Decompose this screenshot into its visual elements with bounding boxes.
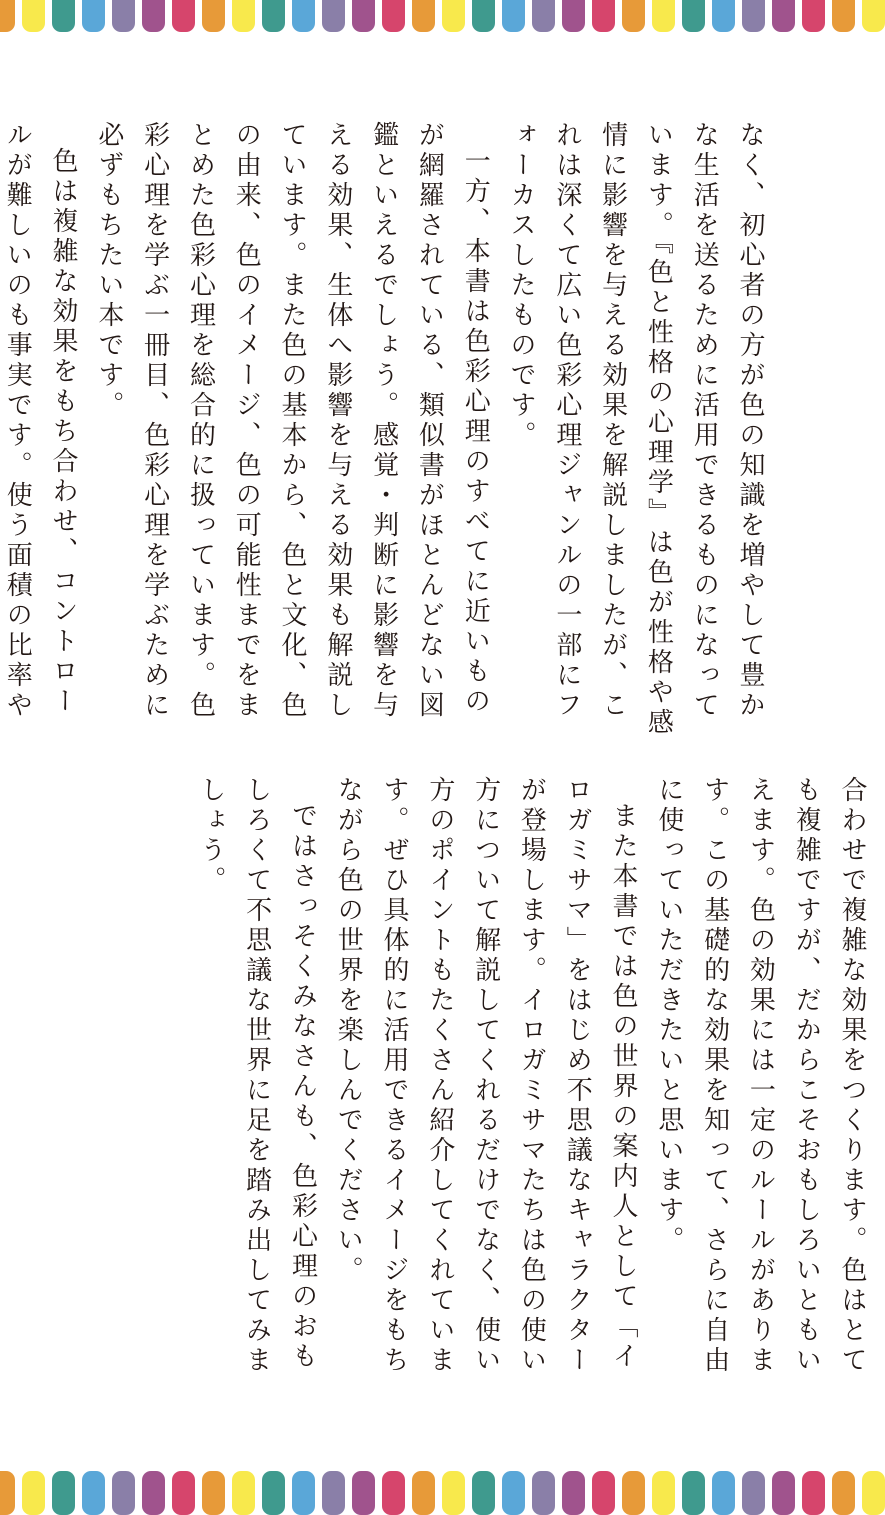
stripe-segment: [682, 1471, 705, 1515]
stripe-segment: [802, 1471, 825, 1515]
stripe-segment: [232, 0, 255, 32]
stripe-segment: [112, 1471, 135, 1515]
stripe-segment: [772, 0, 795, 32]
stripe-segment: [22, 1471, 45, 1515]
stripe-segment: [172, 0, 195, 32]
paragraph: ではさっそくみなさんも、色彩心理のおもしろくて不思議な世界に足を踏み出してみましょう。: [195, 776, 318, 1376]
stripe-segment: [532, 0, 555, 32]
stripe-segment: [202, 1471, 225, 1515]
stripe-segment: [862, 0, 885, 32]
stripe-segment: [382, 0, 405, 32]
stripe-segment: [652, 1471, 675, 1515]
stripe-segment: [562, 0, 585, 32]
stripe-segment: [0, 0, 15, 32]
stripe-segment: [622, 0, 645, 32]
stripe-segment: [502, 0, 525, 32]
stripe-segment: [532, 1471, 555, 1515]
stripe-segment: [472, 1471, 495, 1515]
paragraph: 合わせで複雑な効果をつくります。色はとても複雑ですが、だからこそおもしろいともいえます。色の効果には一定のルールがあります。この基礎的な効果を知って、さらに自由に使っていただきたいと思います。: [653, 776, 867, 1376]
stripe-segment: [742, 1471, 765, 1515]
stripe-segment: [622, 1471, 645, 1515]
stripe-segment: [562, 1471, 585, 1515]
stripe-segment: [82, 0, 105, 32]
top-color-stripe: [0, 0, 885, 32]
stripe-segment: [832, 0, 855, 32]
stripe-segment: [352, 0, 375, 32]
stripe-segment: [262, 0, 285, 32]
stripe-segment: [412, 0, 435, 32]
stripe-segment: [262, 1471, 285, 1515]
stripe-segment: [0, 1471, 15, 1515]
stripe-segment: [472, 0, 495, 32]
stripe-segment: [322, 0, 345, 32]
paragraph: 一方、本書は色彩心理のすべてに近いものが網羅されている、類似書がほとんどない図鑑といえるでしょう。感覚・判断に影響を与える効果、生体へ影響を与える効果も解説しています。また色の基本から、色と文化、色の由来、色のイメージ、色の可能性までをまとめた色彩心理を総合的に扱っています。色彩心理を学ぶ一冊目、色彩心理を学ぶために必ずもちたい本です。: [93, 121, 491, 721]
stripe-segment: [292, 1471, 315, 1515]
stripe-segment: [832, 1471, 855, 1515]
text-column-lower: [19, 776, 874, 1376]
stripe-segment: [652, 0, 675, 32]
stripe-segment: [382, 1471, 405, 1515]
stripe-segment: [802, 0, 825, 32]
stripe-segment: [442, 0, 465, 32]
stripe-segment: [22, 0, 45, 32]
stripe-segment: [142, 1471, 165, 1515]
stripe-segment: [712, 1471, 735, 1515]
stripe-segment: [862, 1471, 885, 1515]
stripe-segment: [202, 0, 225, 32]
bottom-color-stripe: [0, 1471, 885, 1515]
stripe-segment: [592, 0, 615, 32]
stripe-segment: [142, 0, 165, 32]
stripe-segment: [592, 1471, 615, 1515]
stripe-segment: [442, 1471, 465, 1515]
stripe-segment: [292, 0, 315, 32]
stripe-segment: [322, 1471, 345, 1515]
stripe-segment: [682, 0, 705, 32]
stripe-segment: [232, 1471, 255, 1515]
stripe-segment: [712, 0, 735, 32]
paragraph: なく、初心者の方が色の知識を増やして豊かな生活を送るために活用できるものになっています。『色と性格の心理学』は色が性格や感情に影響を与える効果を解説しましたが、これは深くて広い色彩心理ジャンルの一部にフォーカスしたものです。: [506, 121, 765, 738]
stripe-segment: [772, 1471, 795, 1515]
stripe-segment: [352, 1471, 375, 1515]
stripe-segment: [412, 1471, 435, 1515]
stripe-segment: [112, 0, 135, 32]
stripe-segment: [502, 1471, 525, 1515]
stripe-segment: [52, 1471, 75, 1515]
text-column-upper: [2, 121, 772, 741]
paragraph: また本書では色の世界の案内人として「イロガミサマ」をはじめ不思議なキャラクターが登場します。イロガミサマたちは色の使い方について解説してくれるだけでなく、使い方のポイントもたくさん紹介してくれています。ぜひ具体的に活用できるイメージをもちながら色の世界を楽しんでください。: [333, 776, 639, 1376]
stripe-segment: [742, 0, 765, 32]
stripe-segment: [82, 1471, 105, 1515]
stripe-segment: [172, 1471, 195, 1515]
paragraph: 色は複雑な効果をもち合わせ、コントロールが難しいのも事実です。使う面積の比率や: [2, 121, 79, 721]
stripe-segment: [52, 0, 75, 32]
